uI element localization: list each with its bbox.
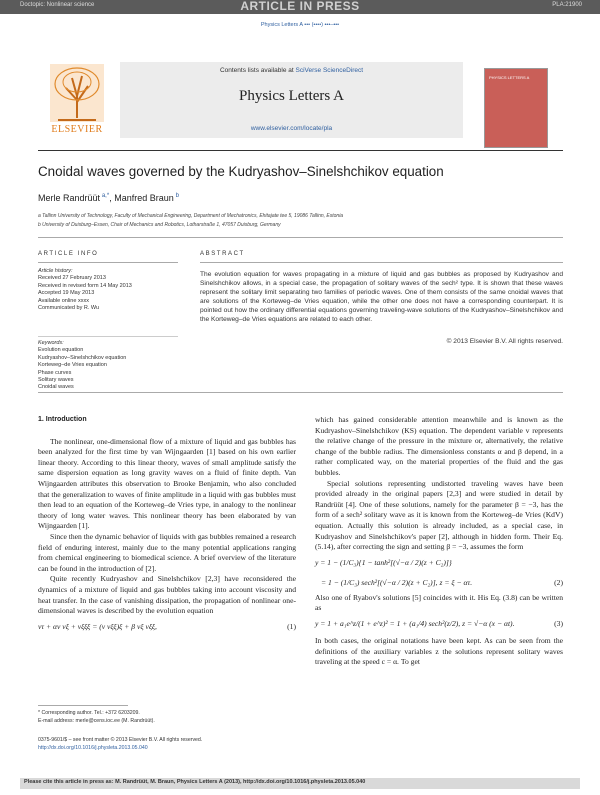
equation-2a	[315, 553, 563, 573]
equation-number: (3)	[554, 618, 563, 628]
equation-text: y = 1 − (1/C₃){1 − tanh²[(√−α / 2)(z + C₂)]}	[315, 557, 452, 567]
divider	[38, 150, 563, 151]
contents-line	[120, 67, 463, 74]
author-name: Merle Randrüüt	[38, 193, 101, 203]
doctopic-label: Doctopic: Nonlinear science	[20, 2, 95, 8]
journal-title: Physics Letters A	[239, 88, 344, 104]
issue-line: Physics Letters A ••• (••••) •••–•••	[260, 22, 340, 28]
divider	[38, 237, 563, 238]
footnote-email[interactable]: E-mail address: merle@cens.ioc.ee (M. Randrüüt).	[38, 718, 155, 724]
publisher-logo-text: ELSEVIER	[51, 124, 103, 135]
section-heading: 1. Introduction	[38, 416, 87, 423]
history-item: Communicated by R. Wu	[38, 305, 100, 312]
doi-link[interactable]: http://dx.doi.org/10.1016/j.physleta.2013.05.040	[38, 745, 148, 751]
divider	[38, 336, 178, 337]
affiliation: a Tallinn University of Technology, Faculty of Mechanical Engineering, Department of Mechatronics, Ehitajate tee 5, 19086 Tallinn, Estonia	[38, 213, 344, 219]
article-title: Cnoidal waves governed by the Kudryashov–Sinelshchikov equation	[38, 164, 444, 179]
article-history	[38, 268, 132, 312]
cover-title: PHYSICS LETTERS A	[489, 75, 530, 80]
keywords-label: Keywords:	[38, 340, 64, 346]
footnote: * Corresponding author. Tel.: +372 6203209.	[38, 710, 140, 716]
author-list: Merle Randrüüt $^{a,*}$, Manfred Braun $^b$	[38, 193, 179, 203]
keywords	[38, 340, 126, 392]
paragraph: Quite recently Kudryashov and Sinelshchikov [2,3] have reconsidered the dynamics of a mixture of liquid and gas bubbles taking into account viscosity and heat transfer. In the case of vanishing dissipation, the propagation of nonlinear one-dimensional waves is described by the evolution equation	[38, 574, 296, 616]
keyword: Evolution equation	[38, 347, 84, 354]
paragraph: Also one of Ryabov's solutions [5] coincides with it. His Eq. (3.8) can be written as	[315, 592, 563, 613]
paragraph: The nonlinear, one-dimensional flow of a mixture of liquid and gas bubbles has been analyzed for the first time by van Wijngaarden [1] based on his own earlier linear theory. According to this linear theory, waves of small amplitude satisfy the same dispersion equation as long gravity waves on a fluid of finite depth. Van Wijngaarden attributes this observation to Brooke Benjamin, who also concluded that the generalization to waves of finite amplitude in a liquid with gas bubbles must then lead to an equation of the Korteweg–de Vries type, in analogy to the nonlinear theory of long water waves. This nonlinear theory has been elaborated by van Wijngaarden [1].	[38, 436, 296, 531]
divider	[38, 262, 178, 263]
body-left-column	[38, 415, 296, 639]
author-marks[interactable]: a,*	[101, 193, 110, 199]
history-item: Received in revised form 14 May 2013	[38, 282, 132, 289]
equation-3	[315, 614, 563, 636]
abstract-text: The evolution equation for waves propagating in a mixture of liquid and gas bubbles as proposed by Kudryashov and Sinelshchikov allows, in a special case, the propagation of solitary waves of the sech² type. It is shown that these waves represent the solitary limit separating two families of periodic waves. One of them consists of the same cnoidal waves that are solutions of the Korteweg–de Vries equation, while the other one does not have a corresponding counterpart. It is pointed out how the ordinary differential equations governing traveling-wave solutions of the Kudryashov–Sinelshchikov and the Korteweg–de Vries equations are related to each other.	[200, 271, 563, 324]
article-info-heading: ARTICLE INFO	[38, 251, 99, 257]
paragraph: which has gained considerable attention meanwhile and is known as the Kudryashov–Sinelshchikov (KS) equation. The dependent variable v represents the relative change of the pressure in the mixture or, alternatively, the relative change of the bubble radius. The dimensionless constants α and β depend, in a rather complicated way, on the material properties of the fluid and the gas bubbles.	[315, 415, 563, 477]
divider	[200, 262, 563, 263]
citation-text: Please cite this article in press as: M. Randrüüt, M. Braun, Physics Letters A (2013), http://dx.doi.org/10.1016/j.physleta.2013.05.040	[24, 779, 366, 785]
body-right-column	[315, 415, 563, 668]
history-item: Available online xxxx	[38, 297, 89, 304]
history-item: Accepted 19 May 2013	[38, 290, 95, 297]
copyright-notice: © 2013 Elsevier B.V. All rights reserved.	[446, 338, 563, 345]
equation-text: vτ + αv vξ + vξξξ = (v vξξ)ξ + β vξ vξξ,	[38, 621, 157, 631]
keyword: Korteweg–de Vries equation	[38, 362, 107, 369]
article-in-press-label: ARTICLE IN PRESS	[240, 0, 360, 13]
paragraph: Special solutions representing undistorted traveling waves have been provided already in the original papers [2,3] and were studied in detail by Randrüüt [4]. One of these solutions, namely for the parameter β = −3, has the form of a sech² solitary wave as it is known from the Korteweg–de Vries (KdV) equation. Actually this solution is already included, as a special case, in Kudryashov and Sinelshchikov's paper [2], although in hidden form. Their Eq. (5.14), after correcting the sign and setting β = −3, assumes the form	[315, 478, 563, 552]
paragraph: In both cases, the original notations have been kept. As can be seen from the definitions of the auxiliary variables z the solutions represent solitary waves traveling at the speed c = α. To get	[315, 635, 563, 667]
paragraph: Since then the dynamic behavior of liquids with gas bubbles remained a research field of enduring interest, mainly due to the many potential applications ranging from chemical engineering to biomedical science. A brief overview of the literature can be found in the introduction of [2].	[38, 531, 296, 573]
citation-bar	[20, 778, 580, 789]
article-code: PLA:21900	[552, 2, 582, 8]
divider	[38, 392, 563, 393]
equation-2b	[315, 573, 563, 593]
equation-1	[38, 617, 296, 639]
sciencedirect-link[interactable]: SciVerse ScienceDirect	[295, 67, 364, 74]
equation-text: y = 1 + a₁e^z/(1 + e^z)² = 1 + (a₁/4) sech²(z/2), z = √−α (x − αt).	[315, 618, 515, 628]
history-item: Received 27 February 2013	[38, 275, 106, 282]
journal-cover-image	[484, 68, 548, 148]
author-name: Manfred Braun	[114, 193, 174, 203]
keyword: Cnoidal waves	[38, 384, 74, 391]
equation-number: (2)	[554, 577, 563, 587]
front-matter-line: 0375-9601/$ – see front matter © 2013 Elsevier B.V. All rights reserved.	[38, 737, 203, 743]
equation-text: = 1 − (1/C₃) sech²[(√−α / 2)(z + C₂)], z = ξ − ατ.	[321, 577, 473, 587]
journal-homepage-link[interactable]: www.elsevier.com/locate/pla	[250, 125, 333, 132]
equation-number: (1)	[287, 621, 296, 631]
affiliation: b University of Duisburg–Essen, Chair of Mechanics and Robotics, Lotharstraße 1, 47057 Duisburg, Germany	[38, 222, 281, 228]
contents-prefix: Contents lists available at	[219, 67, 294, 74]
keyword: Solitary waves	[38, 377, 74, 384]
keyword: Kudryashov–Sinelshchikov equation	[38, 354, 127, 361]
footnote-divider	[38, 705, 128, 706]
author-marks[interactable]: b	[175, 193, 179, 199]
press-banner	[0, 0, 600, 14]
history-label: Article history:	[38, 268, 73, 274]
keyword: Phase curves	[38, 369, 72, 376]
abstract-heading: ABSTRACT	[200, 251, 245, 257]
